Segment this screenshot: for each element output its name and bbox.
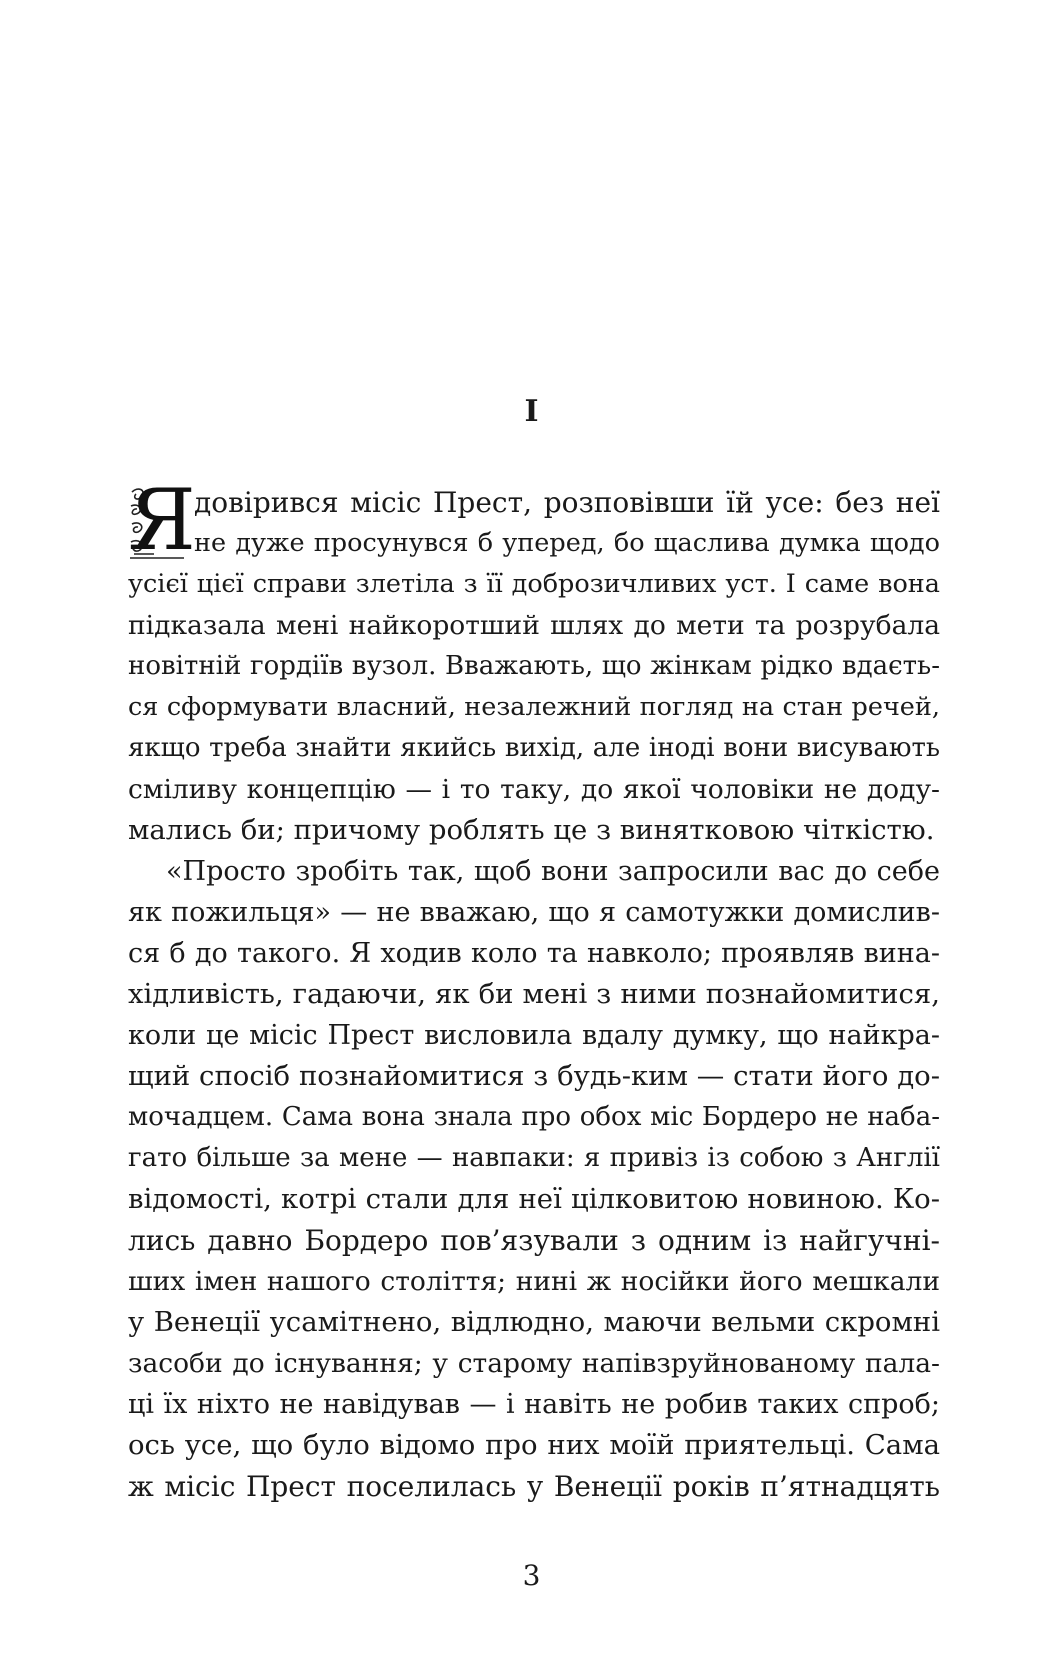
page-number: 3 <box>522 1559 541 1592</box>
paragraph-1 <box>128 482 940 851</box>
text-line: лись давно Бордеро пов’язували з одним із найгучні- <box>128 1224 940 1257</box>
text-line: новітній гордіїв вузол. Вважають, що жінкам рідко вдаєть- <box>128 651 940 681</box>
text-line: ших імен нашого століття; нині ж носійки його мешкали <box>128 1266 940 1297</box>
text-line: ці їх ніхто не навідував — і навіть не робив таких спроб; <box>128 1389 940 1420</box>
text-line: мались би; причому роблять це з винятковою чіткістю. <box>128 814 935 846</box>
text-line: ж місіс Прест поселилась у Венеції років п’ятнадцять <box>128 1470 940 1503</box>
text-line: хідливість, гадаючи, як би мені з ними познайомитися, <box>128 978 940 1010</box>
text-line: «Просто зробіть так, щоб вони запросили вас до себе <box>166 856 940 887</box>
text-line: сміливу концепцію — і то таку, до якої чоловіки не доду- <box>128 774 940 805</box>
text-line: не дуже просунувся б уперед, бо щаслива думка щодо <box>194 528 940 558</box>
text-line: довірився місіс Прест, розповівши їй усе: без неї <box>194 486 940 519</box>
chapter-number: I <box>524 394 539 429</box>
paragraph-2 <box>128 851 940 1507</box>
text-line: мочадцем. Сама вона знала про обох міс Бордеро не наба- <box>128 1102 940 1132</box>
text-line: ось усе, що було відомо про них моїй приятельці. Сама <box>128 1429 940 1461</box>
text-line: засоби до існування; у старому напівзруйнованому пала- <box>128 1348 940 1379</box>
text-line: гато більше за мене — навпаки: я привіз із собою з Англії <box>128 1143 940 1173</box>
ornamental-dropcap <box>128 471 196 569</box>
text-line: ся б до такого. Я ходив коло та навколо; проявляв вина- <box>128 938 940 969</box>
text-line: якщо треба знайти якийсь вихід, але іноді вони висувають <box>128 733 940 763</box>
text-line: коли це місіс Прест висловила вдалу думку, що найкра- <box>128 1020 940 1051</box>
text-line: підказала мені найкоротший шлях до мети та розрубала <box>128 610 940 641</box>
text-line: усієї цієї справи злетіла з її доброзичливих уст. І саме вона <box>128 569 940 599</box>
text-line: ся сформувати власний, незалежний погляд на стан речей, <box>128 692 940 722</box>
text-line: як пожильця» — не вважаю, що я самотужки домислив- <box>128 897 940 928</box>
dropcap-letter: Я <box>128 471 196 569</box>
text-line: відомості, котрі стали для неї цілковитою новиною. Ко- <box>128 1183 940 1215</box>
body-text <box>128 471 940 1507</box>
text-line: у Венеції усамітнено, відлюдно, маючи вельми скромні <box>128 1306 940 1338</box>
text-line: щий спосіб познайомитися з будь-ким — стати його до- <box>128 1060 940 1092</box>
